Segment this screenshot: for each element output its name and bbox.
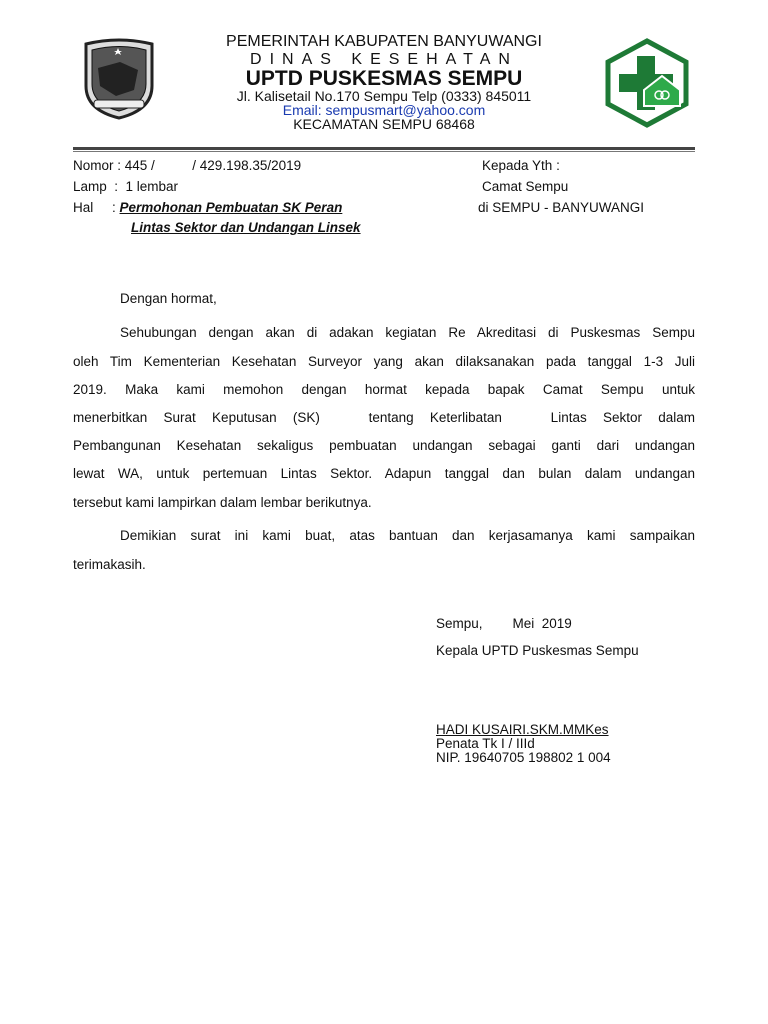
- recipient-location: di SEMPU - BANYUWANGI: [478, 200, 645, 215]
- paragraph-1-line: oleh Tim Kementerian Kesehatan Surveyor yang akan dilaksanakan pada tanggal 1-3 Juli: [73, 354, 695, 369]
- paragraph-1-line: menerbitkan Surat Keputusan (SK) tentang Keterlibatan Lintas Sektor dalam: [73, 410, 695, 425]
- signature-place-date: Sempu, Mei 2019: [436, 616, 572, 631]
- signature-title: Kepala UPTD Puskesmas Sempu: [436, 643, 639, 658]
- paragraph-1-line: 2019. Maka kami memohon dengan hormat kepada bapak Camat Sempu untuk: [73, 382, 695, 397]
- header-government: PEMERINTAH KABUPATEN BANYUWANGI: [226, 33, 542, 50]
- subject-text-2: Lintas Sektor dan Undangan Linsek: [131, 220, 361, 235]
- header-address: Jl. Kalisetail No.170 Sempu Telp (0333) 845011: [236, 88, 532, 104]
- salutation: Dengan hormat,: [120, 291, 217, 306]
- signatory-rank: Penata Tk I / IIId: [436, 736, 535, 751]
- subject-line: [73, 200, 342, 215]
- header-institution: UPTD PUSKESMAS SEMPU: [245, 67, 523, 90]
- recipient-name: Camat Sempu: [482, 179, 569, 194]
- header-department: DINAS KESEHATAN: [250, 51, 518, 68]
- subject-label: Hal :: [73, 200, 120, 215]
- subject-text-1: Permohonan Pembuatan SK Peran: [119, 200, 343, 215]
- header-district: KECAMATAN SEMPU 68468: [293, 116, 475, 132]
- paragraph-1-line: Sehubungan dengan akan di adakan kegiatan Re Akreditasi di Puskesmas Sempu: [120, 325, 695, 340]
- paragraph-2-line: Demikian surat ini kami buat, atas bantuan dan kerjasamanya kami sampaikan: [120, 528, 695, 543]
- signatory-nip: NIP. 19640705 198802 1 004: [436, 750, 611, 765]
- paragraph-1-line: Pembangunan Kesehatan sekaligus pembuatan undangan sebagai ganti dari undangan: [73, 438, 695, 453]
- letter-number: Nomor : 445 / / 429.198.35/2019: [73, 158, 302, 173]
- header-divider: [73, 147, 695, 152]
- signatory-name: HADI KUSAIRI.SKM.MMKes: [436, 722, 609, 737]
- paragraph-1-line: tersebut kami lampirkan dalam lembar berikutnya.: [73, 495, 372, 510]
- paragraph-1-line: lewat WA, untuk pertemuan Lintas Sektor. Adapun tanggal dan bulan dalam undangan: [73, 466, 695, 481]
- paragraph-2-line: terimakasih.: [73, 557, 146, 572]
- email-label: Email:: [282, 102, 326, 118]
- recipient-greeting: Kepada Yth :: [482, 158, 560, 173]
- attachment-count: Lamp : 1 lembar: [73, 179, 179, 194]
- email-link[interactable]: sempusmart@yahoo.com: [325, 102, 486, 118]
